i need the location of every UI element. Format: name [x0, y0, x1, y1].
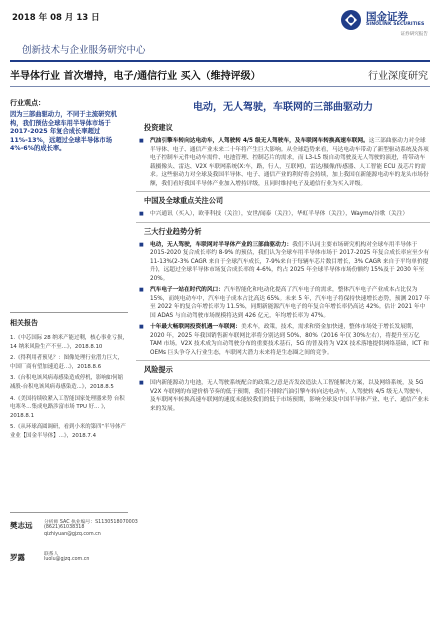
related-report-item[interactable]: 4.《美国持续收紧入工智能国家处理器来势 台积电寒冬…集成电路涉富市场 TPU 好… 》，2018.8.1	[10, 395, 125, 419]
bullet-body: 我们不认同主要市场研究机构对全球车用半导体于 2015-2020 复合成长率约 8-9% 的预估，我们认为全球车用半导体市场于 2017-2025 年复合成长率应至少有 11-13%(2-3% CAGR 来自于全球汽车成长，7-9%来自于每辆车芯片数目增长，3% CAGR 来自于平均单价提升)，远超过全球半导体市场复合成长率的 4-6%，约占 2025 年全球半导体市场份额约 15%及于 2030 年至 20%。	[150, 241, 430, 282]
companies-bullet: ■ 中兴通讯（买入），欧菲科技（关注），安世/闻泰（关注），华虹半导体（关注），Waymo/谷歌（关注）	[136, 210, 430, 219]
sidebar-divider	[10, 312, 128, 313]
report-type: 行业深度研究	[368, 71, 428, 82]
analyst-entry	[10, 518, 138, 544]
analyst-phone: (8621)61038318	[44, 525, 85, 530]
report-title: 电动，无人驾驶，车联网的三部曲驱动力	[193, 102, 373, 113]
bullet-body: 美术车，政策，技术，需求和资金加快速，整体市场处于增长发展期，2020 年，2025 年我国销售新车联网比率将分别达到 50%、80%（2016 年仅 30%左右），将提升至万亿 TAM 市场。V2X 技术成为自动驾驶分布的重要技术基石，5G 的普及将为 V2X 技术落地提供网络基础，ICT 和 OEMs 巨头争夺入行业生态，车联网大潜力未来将是生态圈之间的竞争。	[150, 324, 429, 356]
section-heading-investment: 投资建议	[144, 123, 173, 132]
section-divider	[136, 360, 430, 361]
analyst-role: 联系人	[44, 552, 59, 557]
analyst-divider	[10, 512, 128, 513]
logo-subtitle: 证券研究报告	[400, 32, 428, 37]
report-date: 2018 年 08 月 13 日	[12, 13, 100, 23]
research-center-title: 创新技术与企业服务研究中心	[22, 45, 146, 56]
bullet-lead: 汽车电子一站在时代的风口：	[150, 287, 224, 293]
related-report-item[interactable]: 5.《从环球高圆调研，看到小米的第四“半导体产业业【国金半导体】…》，2018.7.4	[10, 424, 126, 439]
risk-bullet: ■ 国内新能源动力电池，无人驾驶系统配合的政策之/意是否发改造法人工智能解决方案，以及网络系统，及 5G V2X 车联网的布建价格节奏的低于预期，我们不排除汽油引擎车转向达电动车，人驾驶转 4/5 级无人驾驶车，及车联网车转换高速车联网的速度未能较我们的低于市场预期，影响全球及中国半导体产业、电子、通信产业未来的发展。	[136, 379, 430, 413]
analyst-cert: 分析师 SAC 执业编号：S1130518070003	[44, 520, 138, 525]
left-sidebar	[10, 98, 128, 154]
bullet-lead: 电动，无人驾驶，车联网对半导体产业的三部曲驱动力：	[150, 241, 293, 248]
logo-mark-icon	[340, 9, 362, 31]
related-reports-heading: 相关报告	[10, 319, 38, 327]
trend-bullet	[136, 286, 430, 320]
bullet-body: 这三部曲驱动力对全球半导体、电子、通信产业未来二十年将产生巨大影响。从全球趋势来看，马达电动车带动了新型驱动系统及各项电子控制车元件电动车需件、电池管理、控制芯片的需求，而 L3-L5 级自动驾驶及无人驾驶的演进，将带动车载摄像头、雷达、V2X 车联网系统(X:车，路，行人，互联网)，雷达/摄像/传感器、人工智能 ECU 及芯片的需求。这些驱动力对全球及我国半导体、电子、通信产业的利好将会持续，加上我国在新能源电动车的龙头市场份额，我们看好我国半导体产业加入增持评级，且同时维持电子及通信行业为买入评级。	[150, 138, 429, 187]
banner-divider	[10, 86, 430, 87]
logo-name-en: SINOLINK SECURITIES	[366, 22, 425, 27]
related-report-item[interactable]: 3.《台积电该风病毒感染造成停机，影响如何缩减股-台积电该风病毒感染造...》，2018.8.5	[10, 375, 123, 390]
section-divider	[136, 191, 430, 192]
trend-bullet	[136, 241, 430, 284]
analyst-email[interactable]: qizhiyuan@gjzq.com.cn	[44, 532, 101, 537]
sinolink-logo	[340, 6, 428, 40]
related-report-item[interactable]: 2.《得利用者预见？：图像处理行业潜力巨大，中国厂商有望加速追赶...》，2018.8.6	[10, 355, 123, 370]
bullet-lead: 汽油引擎车转向达电动车，人驾驶转 4/5 级无人驾驶车，及车联网车转换高速车联网。	[150, 138, 369, 144]
section-divider	[136, 222, 430, 223]
investment-bullet	[136, 137, 430, 188]
analyst-name: 罗露	[10, 553, 25, 562]
industry-view-summary: 因为三部曲驱动力，不同于主流研究机构，我们预估全球车用半导体市场于 2017-2025 年复合成长率超过 11%-13%，远超过全球半导体市场 4%-6%的成长率。	[10, 111, 118, 153]
bullet-body: 汽车智能化和电动化提高了汽车电子的需求，整体汽车电子产业成本占比仅为 15%，而纯电动车中，汽车电子成本占比高达 65%。未来 5 年，汽车电子将保持快速增长态势，预测 2017 年至 2022 年的复合年增长率为 11.5%，同期新能源汽车电子的年复合年增长率仍高达 42%。估计 2021 年中国 ADAS 与自动驾驶市场规模将达到 426 亿元，年均增长率为 47%。	[150, 287, 430, 319]
rating-banner: 半导体行业 首次增持，电子/通信行业 买入（维持评级）	[10, 71, 261, 82]
section-heading-companies: 中国及全球重点关注公司	[144, 196, 224, 205]
analyst-email[interactable]: luolu@gjzq.com.cn	[44, 557, 90, 562]
industry-view-heading: 行业观点：	[10, 99, 45, 107]
section-heading-trends: 三大行业趋势分析	[144, 226, 202, 236]
main-content	[136, 92, 430, 416]
analyst-block	[10, 518, 138, 582]
related-reports	[10, 318, 128, 444]
trend-bullet	[136, 323, 430, 357]
section-heading-risk: 风险提示	[144, 365, 173, 374]
related-report-item[interactable]: 1.《中芯国际 28 纳米产能过剩，核心事业亏损，14 纳米风险生产不至...》，2018.8.10	[10, 335, 128, 350]
logo-name-cn: 国金证券	[366, 11, 408, 23]
header-divider	[10, 60, 430, 62]
analyst-name: 樊志远	[10, 521, 33, 530]
bullet-lead: 十年最大畅联网投资机遇一车联网：	[150, 324, 241, 330]
analyst-entry	[10, 550, 138, 576]
